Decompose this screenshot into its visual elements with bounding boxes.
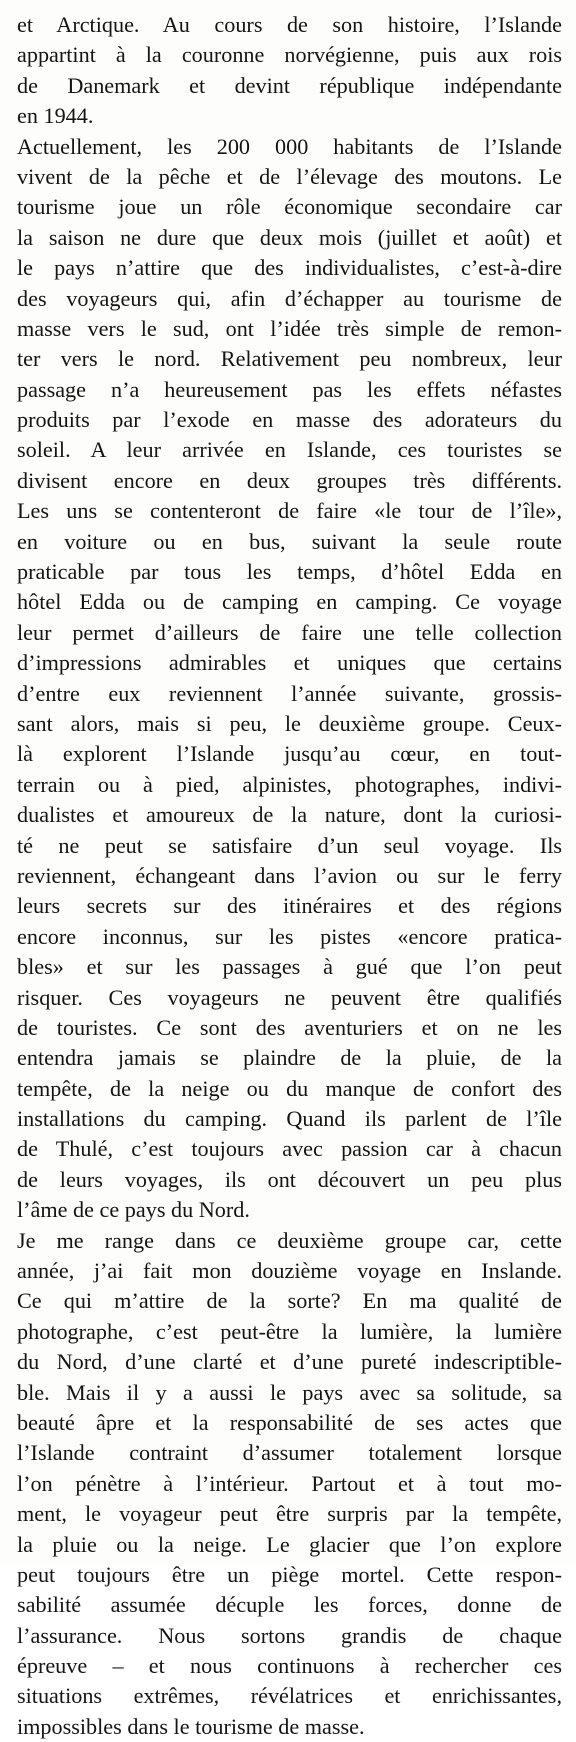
text-line: des voyageurs qui, afin d’échapper au tourisme de <box>17 285 562 311</box>
text-line: de Danemark et devint république indépendante <box>17 72 562 98</box>
text-line: masse vers le sud, ont l’idée très simple de remon- <box>17 315 562 341</box>
text-line: dualistes et amoureux de la nature, dont la curiosi- <box>17 802 562 828</box>
text-line: et Arctique. Au cours de son histoire, l’Islande <box>17 12 562 37</box>
text-line: tourisme joue un rôle économique secondaire car <box>17 194 562 220</box>
text-line: Ce qui m’attire de la sorte? En ma qualité de <box>17 1288 562 1314</box>
text-line: Je me range dans ce deuxième groupe car, cette <box>17 1227 562 1253</box>
text-line: le pays n’attire que des individualistes, c’est-à-dire <box>17 255 562 281</box>
text-line: ter vers le nord. Relativement peu nombreux, leur <box>17 346 562 372</box>
text-line: impossibles dans le tourisme de masse. <box>17 1713 365 1739</box>
text-line: photographe, c’est peut-être la lumière, la lumière <box>17 1318 562 1344</box>
text-line: Les uns se contenteront de faire «le tour de l’île», <box>17 498 562 524</box>
text-line: té ne peut se satisfaire d’un seul voyage. Ils <box>17 832 562 858</box>
text-line: la saison ne dure que deux mois (juillet et août) et <box>17 224 562 250</box>
text-line: vivent de la pêche et de l’élevage des moutons. Le <box>17 163 562 189</box>
text-line: bles» et sur les passages à gué que l’on peut <box>17 954 562 980</box>
text-line: là explorent l’Islande jusqu’au cœur, en tout- <box>17 741 562 767</box>
text-line: la pluie ou la neige. Le glacier que l’on explore <box>17 1531 562 1557</box>
text-line: produits par l’exode en masse des adorateurs du <box>17 407 562 433</box>
text-line: sabilité assumée décuple les forces, donne de <box>17 1592 562 1618</box>
text-line: de leurs voyages, ils ont découvert un peu plus <box>17 1166 562 1192</box>
text-line: d’impressions admirables et uniques que certains <box>17 650 562 676</box>
text-line: Actuellement, les 200 000 habitants de l’Islande <box>17 133 562 159</box>
text-line: en 1944. <box>17 103 94 129</box>
text-line: divisent encore en deux groupes très différents. <box>17 467 562 493</box>
text-line: l’assurance. Nous sortons grandis de chaque <box>17 1622 562 1648</box>
text-line: terrain ou à pied, alpinistes, photographes, indivi- <box>17 771 562 797</box>
text-line: risquer. Ces voyageurs ne peuvent être qualifiés <box>17 984 562 1010</box>
text-line: leurs secrets sur des itinéraires et des régions <box>17 893 562 919</box>
text-line: beauté âpre et la responsabilité de ses actes que <box>17 1409 562 1435</box>
body-text <box>17 10 562 1742</box>
text-line: de touristes. Ce sont des aventuriers et on ne les <box>17 1014 562 1040</box>
text-line: année, j’ai fait mon douzième voyage en Inslande. <box>17 1258 562 1284</box>
text-line: entendra jamais se plaindre de la pluie, de la <box>17 1045 562 1071</box>
text-line: tempête, de la neige ou du manque de confort des <box>17 1075 562 1101</box>
text-line: praticable par tous les temps, d’hôtel Edda en <box>17 559 562 585</box>
text-line: situations extrêmes, révélatrices et enrichissantes, <box>17 1683 562 1709</box>
text-line: ble. Mais il y a aussi le pays avec sa solitude, sa <box>17 1379 562 1405</box>
text-line: ment, le voyageur peut être surpris par la tempête, <box>17 1501 562 1527</box>
text-line: soleil. A leur arrivée en Islande, ces touristes se <box>17 437 562 463</box>
text-line: appartint à la couronne norvégienne, puis aux rois <box>17 42 562 68</box>
text-line: sant alors, mais si peu, le deuxième groupe. Ceux- <box>17 710 562 736</box>
text-line: en voiture ou en bus, suivant la seule route <box>17 528 562 554</box>
text-line: d’entre eux reviennent l’année suivante, grossis- <box>17 680 562 706</box>
text-line: encore inconnus, sur les pistes «encore pratica- <box>17 923 562 949</box>
text-line: installations du camping. Quand ils parlent de l’île <box>17 1106 562 1132</box>
text-line: du Nord, d’une clarté et d’une pureté indescriptible- <box>17 1349 562 1375</box>
text-line: l’Islande contraint d’assumer totalement lorsque <box>17 1440 562 1466</box>
text-line: de Thulé, c’est toujours avec passion car à chacun <box>17 1136 562 1162</box>
text-line: peut toujours être un piège mortel. Cette respon- <box>17 1561 562 1587</box>
text-line: reviennent, échangeant dans l’avion ou sur le ferry <box>17 862 562 888</box>
text-line: leur permet d’ailleurs de faire une telle collection <box>17 619 562 645</box>
text-line: hôtel Edda ou de camping en camping. Ce voyage <box>17 589 562 615</box>
text-line: passage n’a heureusement pas les effets néfastes <box>17 376 562 402</box>
text-line: l’on pénètre à l’intérieur. Partout et à tout mo- <box>17 1470 562 1496</box>
text-line: épreuve – et nous continuons à rechercher ces <box>17 1653 562 1679</box>
text-line: l’âme de ce pays du Nord. <box>17 1197 250 1223</box>
